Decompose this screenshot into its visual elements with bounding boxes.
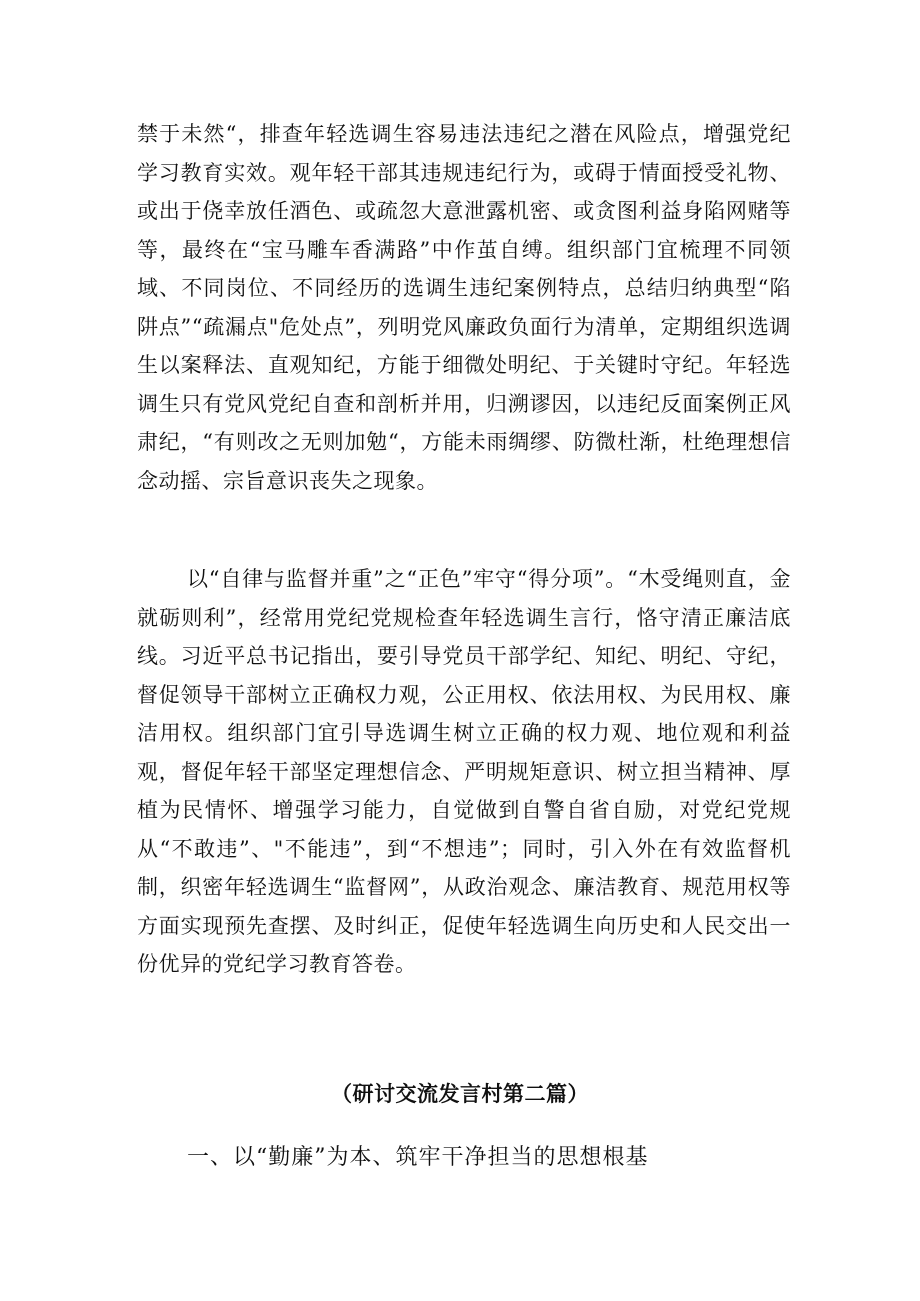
paragraph-continued: 禁于未然“，排查年轻选调生容易违法违纪之潜在风险点，增强党纪学习教育实效。观年轻干部其违规违纪行为，或碍于情面授受礼物、或出于侥幸放任酒色、或疏忽大意泄露机密、或贪图利益身陷网赌等等，最终在“宝马雕车香满路”中作茧自缚。组织部门宜梳理不同领域、不同岗位、不同经历的选调生违纪案例特点，总结归纳典型“陷阱点”“疏漏点"危处点”，列明党风廉政负面行为清单，定期组织选调生以案释法、直观知纪，方能于细微处明纪、于关键时守纪。年轻选调生只有党风党纪自查和剖析并用，归溯谬因，以违纪反面案例正风肃纪，“有则改之无则加勉“，方能未雨绸缪、防微杜渐，杜绝理想信念动摇、宗旨意识丧失之现象。	[137, 122, 791, 493]
heading-level-1: 一、以“勤廉”为本、筑牢干净担当的思想根基	[187, 1145, 649, 1170]
section-title: （研讨交流发言村第二篇）	[331, 1081, 589, 1106]
paragraph-self-discipline: 以“自律与监督并重”之“正色”牢守“得分项”。“木受绳则直，金就砺则利”，经常用党纪党规检查年轻选调生言行，恪守清正廉洁底线。习近平总书记指出，要引导党员干部学纪、知纪、明纪、守纪，督促领导干部树立正确权力观，公正用权、依法用权、为民用权、廉洁用权。组织部门宜引导选调生树立正确的权力观、地位观和利益观，督促年轻干部坚定理想信念、严明规矩意识、树立担当精神、厚植为民情怀、增强学习能力，自觉做到自警自省自励，对党纪党规从“不敢违”、"不能违”，到“不想违”；同时，引入外在有效监督机制，织密年轻选调生“监督网”，从政治观念、廉洁教育、规范用权等方面实现预先查摆、及时纠正，促使年轻选调生向历史和人民交出一份优异的党纪学习教育答卷。	[137, 567, 791, 976]
